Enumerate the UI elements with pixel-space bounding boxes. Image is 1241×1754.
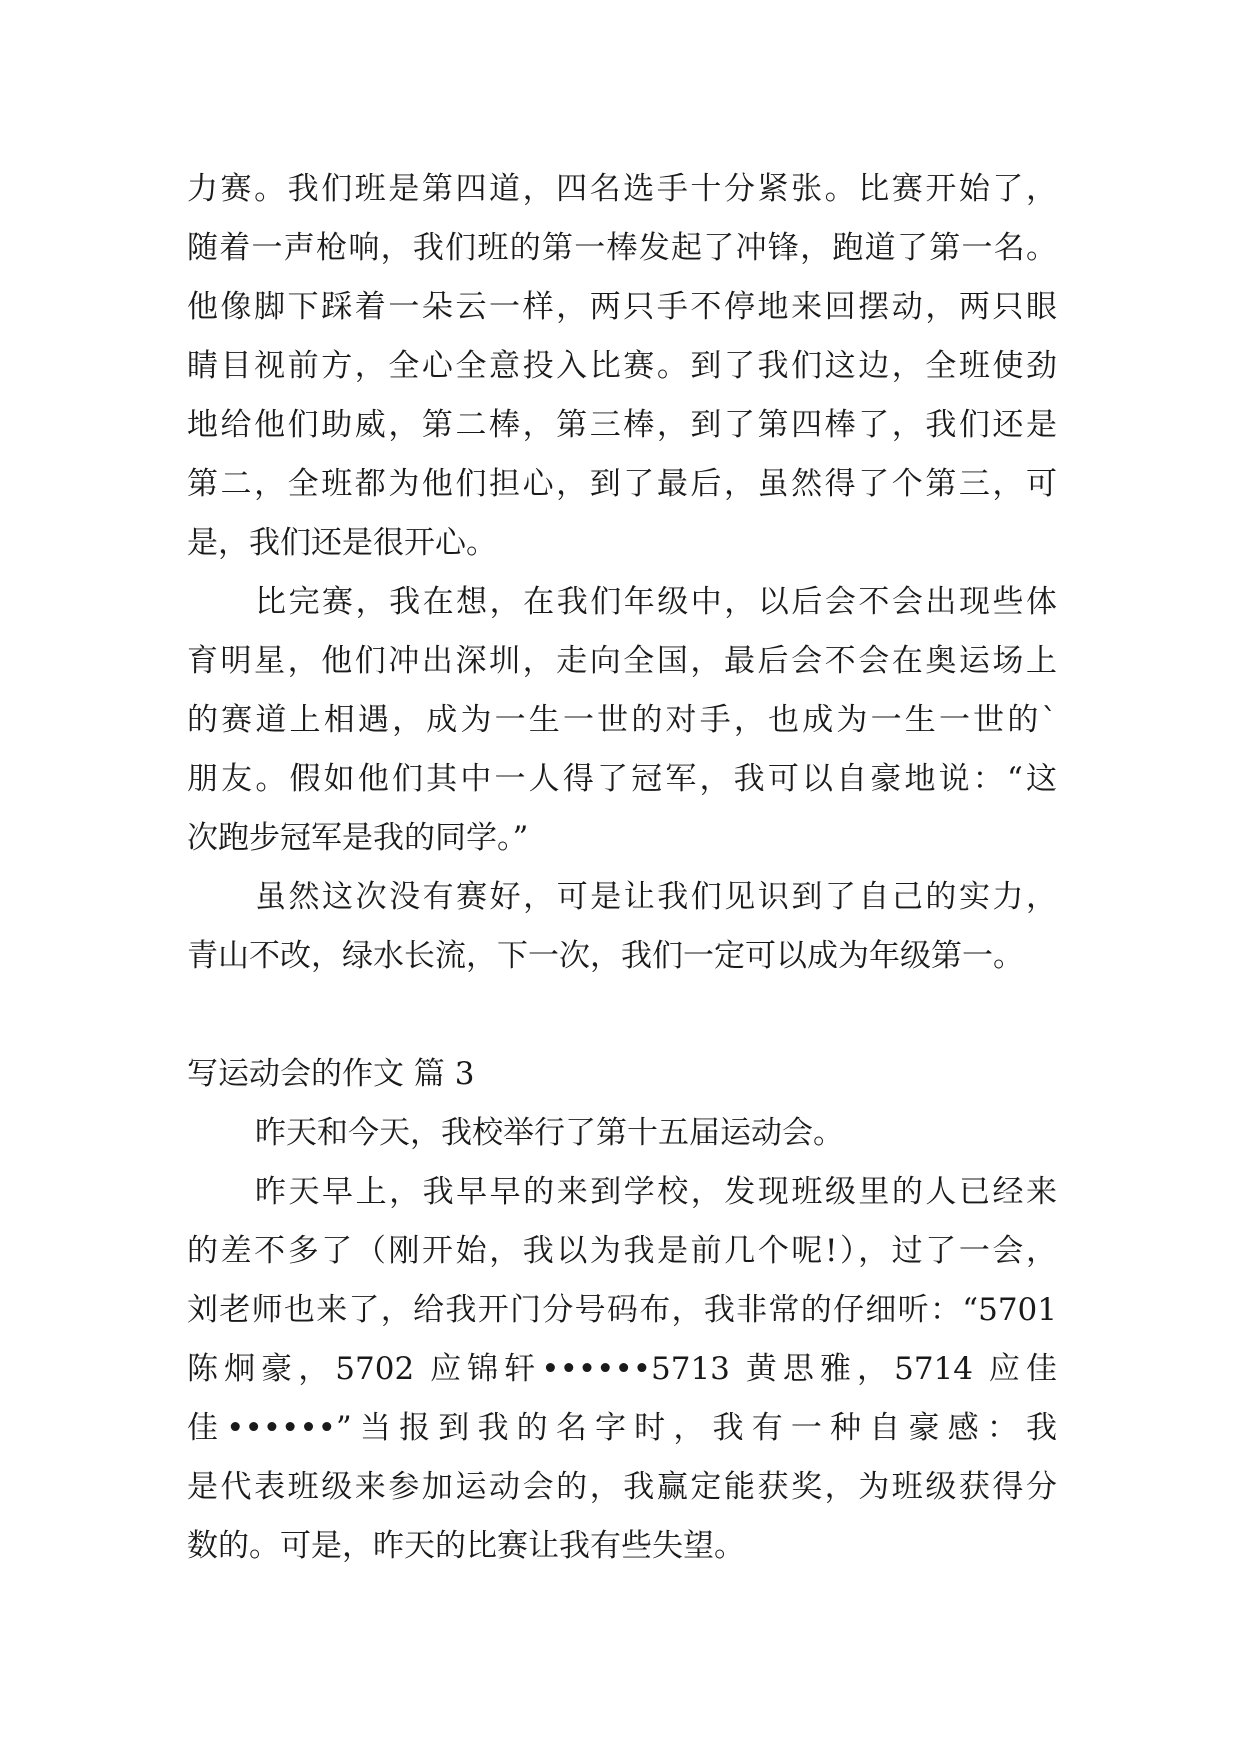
paragraph-after-race <box>187 573 1057 868</box>
text-line: 的差不多了（刚开始，我以为我是前几个呢!），过了一会， <box>187 1233 1057 1269</box>
text-line: 是，我们还是很开心。 <box>187 525 497 561</box>
text-line: 他像脚下踩着一朵云一样，两只手不停地来回摆动，两只眼 <box>187 289 1057 325</box>
section-heading: 写运动会的作文 篇 3 <box>187 1056 475 1092</box>
text-line: 地给他们助威，第二棒，第三棒，到了第四棒了，我们还是 <box>187 407 1057 443</box>
document-body <box>187 160 1057 1576</box>
text-line: 的赛道上相遇，成为一生一世的对手，也成为一生一世的` <box>187 702 1057 738</box>
paragraph-morning <box>187 1163 1057 1576</box>
text-line: 刘老师也来了，给我开门分号码布，我非常的仔细听：“5701 <box>187 1292 1057 1328</box>
section-heading-block <box>187 1045 1057 1104</box>
text-line: 次跑步冠军是我的同学。” <box>187 820 529 856</box>
text-line: 睛目视前方，全心全意投入比赛。到了我们这边，全班使劲 <box>187 348 1057 384</box>
paragraph-relay-race <box>187 160 1057 573</box>
text-line: 青山不改，绿水长流，下一次，我们一定可以成为年级第一。 <box>187 938 1024 974</box>
text-line: 第二，全班都为他们担心，到了最后，虽然得了个第三，可 <box>187 466 1057 502</box>
text-line: 昨天和今天，我校举行了第十五届运动会。 <box>255 1115 844 1151</box>
text-line: 虽然这次没有赛好，可是让我们见识到了自己的实力， <box>255 879 1057 915</box>
text-line: 力赛。我们班是第四道，四名选手十分紧张。比赛开始了， <box>187 171 1057 207</box>
text-line: 昨天早上，我早早的来到学校，发现班级里的人已经来 <box>255 1174 1057 1210</box>
section-spacer <box>187 986 1057 1045</box>
text-line: 朋友。假如他们其中一人得了冠军，我可以自豪地说：“这 <box>187 761 1057 797</box>
text-line: 数的。可是，昨天的比赛让我有些失望。 <box>187 1528 745 1564</box>
text-line: 随着一声枪响，我们班的第一棒发起了冲锋，跑道了第一名。 <box>187 230 1057 266</box>
paragraph-intro <box>187 1104 1057 1163</box>
text-line: 育明星，他们冲出深圳，走向全国，最后会不会在奥运场上 <box>187 643 1057 679</box>
paragraph-conclusion <box>187 868 1057 986</box>
text-line: 比完赛，我在想，在我们年级中，以后会不会出现些体 <box>255 584 1057 620</box>
text-line: 陈炯豪，5702 应锦轩••••••5713 黄思雅，5714 应佳 <box>187 1351 1057 1387</box>
text-line: 是代表班级来参加运动会的，我赢定能获奖，为班级获得分 <box>187 1469 1057 1505</box>
text-line: 佳••••••”当报到我的名字时，我有一种自豪感：我 <box>187 1410 1057 1446</box>
